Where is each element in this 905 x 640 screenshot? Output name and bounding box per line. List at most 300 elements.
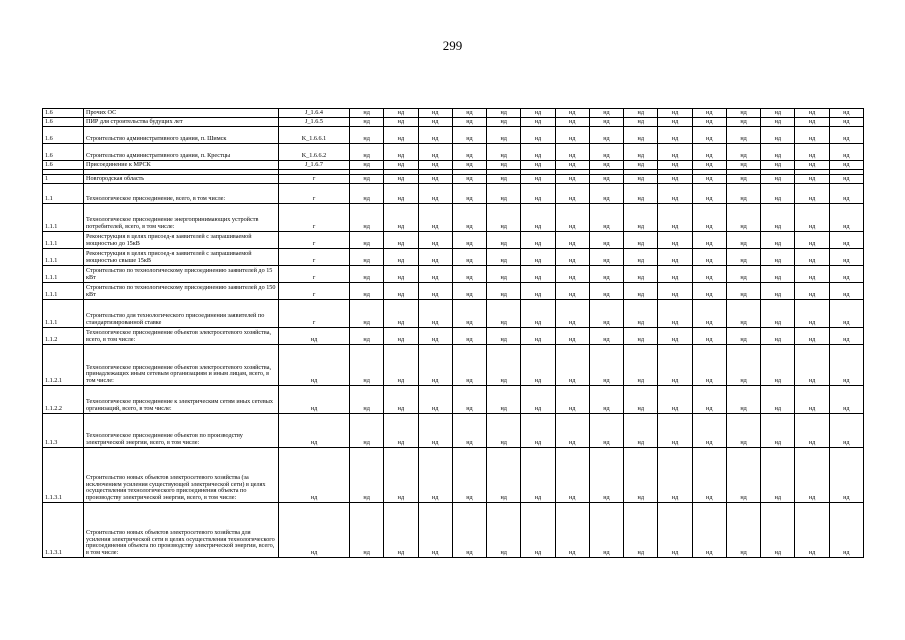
value-cell: нд <box>624 328 658 345</box>
value-cell: нд <box>452 118 486 127</box>
value-cell: нд <box>795 249 829 266</box>
value-cell: нд <box>418 109 452 118</box>
table-row <box>43 283 864 300</box>
table-row <box>43 184 864 204</box>
value-cell: нд <box>521 328 555 345</box>
value-cell: нд <box>795 503 829 558</box>
value-cell: нд <box>726 144 760 161</box>
value-cell: нд <box>624 175 658 184</box>
table-row <box>43 300 864 328</box>
value-cell: нд <box>521 204 555 232</box>
row-number: 1.1.3.1 <box>43 503 84 558</box>
value-cell: нд <box>761 414 795 448</box>
row-name: Строительство для технологического присоединения заявителей по стандартизированной ставке <box>84 300 279 328</box>
value-cell: нд <box>452 161 486 170</box>
value-cell: нд <box>658 386 692 414</box>
value-cell: нд <box>795 175 829 184</box>
value-cell: нд <box>589 127 623 144</box>
row-number: 1.1.1 <box>43 232 84 249</box>
row-code: г <box>279 300 350 328</box>
value-cell: нд <box>624 345 658 386</box>
table-row <box>43 448 864 503</box>
row-name: Строительство новых объектов электросетевого хозяйства (за исключением усиления существующей электрической сети) в целях осуществления технологического присоединения объекта по производству электрической энергии, всего, в том числе: <box>84 448 279 503</box>
table-row <box>43 266 864 283</box>
row-number: 1.6 <box>43 127 84 144</box>
value-cell: нд <box>726 232 760 249</box>
row-code: г <box>279 175 350 184</box>
value-cell: нд <box>658 448 692 503</box>
row-name: Реконструкция в целях присоед-я заявителей с запрашиваемой мощностью до 15кВ <box>84 232 279 249</box>
value-cell: нд <box>350 184 384 204</box>
value-cell: нд <box>658 118 692 127</box>
row-code: K_1.6.6.2 <box>279 144 350 161</box>
value-cell: нд <box>829 283 863 300</box>
value-cell: нд <box>589 144 623 161</box>
value-cell: нд <box>692 249 726 266</box>
row-number: 1.1.1 <box>43 266 84 283</box>
value-cell: нд <box>452 204 486 232</box>
table-row <box>43 414 864 448</box>
value-cell: нд <box>692 266 726 283</box>
value-cell: нд <box>384 448 418 503</box>
value-cell: нд <box>555 232 589 249</box>
row-code: г <box>279 184 350 204</box>
value-cell: нд <box>624 266 658 283</box>
row-number: 1.1.1 <box>43 249 84 266</box>
value-cell: нд <box>829 232 863 249</box>
value-cell: нд <box>624 127 658 144</box>
value-cell: нд <box>555 345 589 386</box>
value-cell: нд <box>829 386 863 414</box>
value-cell: нд <box>726 266 760 283</box>
value-cell: нд <box>350 386 384 414</box>
value-cell: нд <box>350 249 384 266</box>
value-cell: нд <box>829 184 863 204</box>
value-cell: нд <box>761 184 795 204</box>
value-cell: нд <box>521 266 555 283</box>
row-number: 1.1.1 <box>43 300 84 328</box>
value-cell: нд <box>624 448 658 503</box>
value-cell: нд <box>418 232 452 249</box>
value-cell: нд <box>726 386 760 414</box>
row-number: 1.1.1 <box>43 283 84 300</box>
row-name: Новгородская область <box>84 175 279 184</box>
value-cell: нд <box>487 266 521 283</box>
value-cell: нд <box>452 109 486 118</box>
table-row <box>43 175 864 184</box>
row-name: Технологическое присоединение объектов электросетевого хозяйства, всего, в том числе: <box>84 328 279 345</box>
row-name: Технологическое присоединение энергопринимающих устройств потребителей, всего, в том числе: <box>84 204 279 232</box>
value-cell: нд <box>350 232 384 249</box>
table-row <box>43 109 864 118</box>
value-cell: нд <box>761 503 795 558</box>
table-row <box>43 204 864 232</box>
value-cell: нд <box>658 184 692 204</box>
value-cell: нд <box>624 414 658 448</box>
table-row <box>43 503 864 558</box>
value-cell: нд <box>384 109 418 118</box>
value-cell: нд <box>384 266 418 283</box>
value-cell: нд <box>521 184 555 204</box>
value-cell: нд <box>487 503 521 558</box>
value-cell: нд <box>418 127 452 144</box>
value-cell: нд <box>418 328 452 345</box>
value-cell: нд <box>487 414 521 448</box>
value-cell: нд <box>350 127 384 144</box>
value-cell: нд <box>452 249 486 266</box>
value-cell: нд <box>350 109 384 118</box>
value-cell: нд <box>589 266 623 283</box>
row-name: Технологическое присоединение, всего, в том числе: <box>84 184 279 204</box>
value-cell: нд <box>761 144 795 161</box>
value-cell: нд <box>624 232 658 249</box>
value-cell: нд <box>624 161 658 170</box>
value-cell: нд <box>795 118 829 127</box>
value-cell: нд <box>726 161 760 170</box>
value-cell: нд <box>795 386 829 414</box>
row-code: нд <box>279 414 350 448</box>
value-cell: нд <box>658 204 692 232</box>
value-cell: нд <box>658 175 692 184</box>
value-cell: нд <box>384 300 418 328</box>
value-cell: нд <box>692 448 726 503</box>
value-cell: нд <box>350 414 384 448</box>
value-cell: нд <box>521 109 555 118</box>
row-code: г <box>279 249 350 266</box>
value-cell: нд <box>692 161 726 170</box>
value-cell: нд <box>350 266 384 283</box>
table-row <box>43 249 864 266</box>
value-cell: нд <box>555 204 589 232</box>
value-cell: нд <box>521 414 555 448</box>
value-cell: нд <box>350 503 384 558</box>
value-cell: нд <box>555 249 589 266</box>
row-code: г <box>279 266 350 283</box>
value-cell: нд <box>418 144 452 161</box>
value-cell: нд <box>384 144 418 161</box>
row-name: Технологическое присоединение к электрическим сетям иных сетевых организаций, всего, в том числе: <box>84 386 279 414</box>
value-cell: нд <box>795 345 829 386</box>
table-body <box>43 109 864 558</box>
value-cell: нд <box>487 448 521 503</box>
value-cell: нд <box>350 118 384 127</box>
data-table <box>42 108 864 558</box>
table-row <box>43 232 864 249</box>
value-cell: нд <box>452 503 486 558</box>
value-cell: нд <box>658 283 692 300</box>
value-cell: нд <box>555 448 589 503</box>
row-number: 1.1.2.1 <box>43 345 84 386</box>
value-cell: нд <box>829 266 863 283</box>
table-row <box>43 386 864 414</box>
value-cell: нд <box>761 204 795 232</box>
value-cell: нд <box>692 118 726 127</box>
row-code: J_1.6.5 <box>279 118 350 127</box>
value-cell: нд <box>384 249 418 266</box>
value-cell: нд <box>829 249 863 266</box>
value-cell: нд <box>555 414 589 448</box>
value-cell: нд <box>452 184 486 204</box>
row-name: Строительство административного здания, п. Шимск <box>84 127 279 144</box>
value-cell: нд <box>521 503 555 558</box>
value-cell: нд <box>726 249 760 266</box>
value-cell: нд <box>761 127 795 144</box>
row-name: Технологическое присоединение объектов электросетевого хозяйства, принадлежащих иным сетевым организациям и иным лицам, всего, в том числе: <box>84 345 279 386</box>
row-code: нд <box>279 328 350 345</box>
value-cell: нд <box>726 300 760 328</box>
value-cell: нд <box>726 109 760 118</box>
value-cell: нд <box>589 175 623 184</box>
value-cell: нд <box>795 109 829 118</box>
value-cell: нд <box>555 386 589 414</box>
value-cell: нд <box>418 345 452 386</box>
value-cell: нд <box>726 127 760 144</box>
value-cell: нд <box>452 127 486 144</box>
value-cell: нд <box>384 386 418 414</box>
value-cell: нд <box>555 184 589 204</box>
row-name: Прочих ОС <box>84 109 279 118</box>
value-cell: нд <box>829 345 863 386</box>
value-cell: нд <box>692 144 726 161</box>
value-cell: нд <box>795 127 829 144</box>
row-number: 1 <box>43 175 84 184</box>
table-row <box>43 144 864 161</box>
value-cell: нд <box>418 249 452 266</box>
row-number: 1.1.2 <box>43 328 84 345</box>
value-cell: нд <box>452 283 486 300</box>
value-cell: нд <box>829 414 863 448</box>
value-cell: нд <box>418 161 452 170</box>
value-cell: нд <box>692 184 726 204</box>
value-cell: нд <box>487 161 521 170</box>
value-cell: нд <box>589 118 623 127</box>
row-code: нд <box>279 345 350 386</box>
value-cell: нд <box>487 249 521 266</box>
table-row <box>43 161 864 170</box>
value-cell: нд <box>487 283 521 300</box>
value-cell: нд <box>487 328 521 345</box>
value-cell: нд <box>692 283 726 300</box>
value-cell: нд <box>487 345 521 386</box>
value-cell: нд <box>589 232 623 249</box>
value-cell: нд <box>829 127 863 144</box>
row-name: Строительство административного здания, п. Крестцы <box>84 144 279 161</box>
value-cell: нд <box>384 232 418 249</box>
value-cell: нд <box>761 266 795 283</box>
value-cell: нд <box>487 175 521 184</box>
value-cell: нд <box>726 448 760 503</box>
value-cell: нд <box>384 503 418 558</box>
row-code: K_1.6.6.1 <box>279 127 350 144</box>
value-cell: нд <box>521 345 555 386</box>
row-number: 1.1.3.1 <box>43 448 84 503</box>
value-cell: нд <box>418 448 452 503</box>
table-row <box>43 127 864 144</box>
row-code: J_1.6.4 <box>279 109 350 118</box>
value-cell: нд <box>692 127 726 144</box>
value-cell: нд <box>350 448 384 503</box>
table-row <box>43 345 864 386</box>
value-cell: нд <box>521 118 555 127</box>
value-cell: нд <box>589 249 623 266</box>
value-cell: нд <box>795 204 829 232</box>
value-cell: нд <box>624 300 658 328</box>
value-cell: нд <box>521 283 555 300</box>
row-name: Технологическое присоединение объектов по производству электрической энергии, всего, в том числе: <box>84 414 279 448</box>
value-cell: нд <box>555 283 589 300</box>
value-cell: нд <box>589 345 623 386</box>
row-code: нд <box>279 386 350 414</box>
value-cell: нд <box>555 300 589 328</box>
value-cell: нд <box>829 204 863 232</box>
value-cell: нд <box>589 300 623 328</box>
value-cell: нд <box>761 109 795 118</box>
value-cell: нд <box>555 266 589 283</box>
value-cell: нд <box>487 300 521 328</box>
value-cell: нд <box>795 448 829 503</box>
value-cell: нд <box>829 448 863 503</box>
value-cell: нд <box>555 144 589 161</box>
value-cell: нд <box>761 175 795 184</box>
value-cell: нд <box>555 109 589 118</box>
value-cell: нд <box>487 386 521 414</box>
value-cell: нд <box>761 448 795 503</box>
value-cell: нд <box>829 503 863 558</box>
row-number: 1.1.2.2 <box>43 386 84 414</box>
value-cell: нд <box>829 161 863 170</box>
value-cell: нд <box>555 175 589 184</box>
value-cell: нд <box>487 144 521 161</box>
value-cell: нд <box>658 266 692 283</box>
value-cell: нд <box>384 127 418 144</box>
value-cell: нд <box>795 300 829 328</box>
value-cell: нд <box>452 232 486 249</box>
value-cell: нд <box>418 283 452 300</box>
value-cell: нд <box>829 175 863 184</box>
value-cell: нд <box>521 300 555 328</box>
value-cell: нд <box>658 414 692 448</box>
value-cell: нд <box>487 127 521 144</box>
value-cell: нд <box>452 386 486 414</box>
value-cell: нд <box>521 448 555 503</box>
value-cell: нд <box>589 503 623 558</box>
row-number: 1.1 <box>43 184 84 204</box>
value-cell: нд <box>589 448 623 503</box>
value-cell: нд <box>658 249 692 266</box>
value-cell: нд <box>692 345 726 386</box>
value-cell: нд <box>418 414 452 448</box>
value-cell: нд <box>418 503 452 558</box>
row-name: ПИР для строительства будущих лет <box>84 118 279 127</box>
value-cell: нд <box>795 161 829 170</box>
value-cell: нд <box>795 283 829 300</box>
value-cell: нд <box>829 144 863 161</box>
value-cell: нд <box>452 266 486 283</box>
value-cell: нд <box>761 328 795 345</box>
value-cell: нд <box>726 345 760 386</box>
value-cell: нд <box>418 204 452 232</box>
value-cell: нд <box>555 127 589 144</box>
value-cell: нд <box>624 109 658 118</box>
value-cell: нд <box>589 283 623 300</box>
value-cell: нд <box>692 328 726 345</box>
value-cell: нд <box>624 386 658 414</box>
value-cell: нд <box>726 503 760 558</box>
value-cell: нд <box>726 184 760 204</box>
row-code: нд <box>279 503 350 558</box>
value-cell: нд <box>589 386 623 414</box>
value-cell: нд <box>692 232 726 249</box>
value-cell: нд <box>521 127 555 144</box>
row-number: 1.1.3 <box>43 414 84 448</box>
value-cell: нд <box>487 204 521 232</box>
value-cell: нд <box>726 283 760 300</box>
value-cell: нд <box>726 204 760 232</box>
value-cell: нд <box>384 414 418 448</box>
value-cell: нд <box>829 109 863 118</box>
row-name: Строительство по технологическому присоединению заявителей до 150 кВт <box>84 283 279 300</box>
value-cell: нд <box>452 414 486 448</box>
value-cell: нд <box>452 345 486 386</box>
value-cell: нд <box>658 300 692 328</box>
row-name: Присоединение к МРСК <box>84 161 279 170</box>
value-cell: нд <box>692 109 726 118</box>
value-cell: нд <box>658 345 692 386</box>
value-cell: нд <box>795 232 829 249</box>
value-cell: нд <box>658 232 692 249</box>
value-cell: нд <box>658 503 692 558</box>
value-cell: нд <box>418 184 452 204</box>
value-cell: нд <box>452 144 486 161</box>
row-number: 1.6 <box>43 144 84 161</box>
value-cell: нд <box>589 204 623 232</box>
value-cell: нд <box>692 414 726 448</box>
row-number: 1.6 <box>43 109 84 118</box>
value-cell: нд <box>692 204 726 232</box>
value-cell: нд <box>521 175 555 184</box>
value-cell: нд <box>384 283 418 300</box>
value-cell: нд <box>487 232 521 249</box>
value-cell: нд <box>726 175 760 184</box>
value-cell: нд <box>521 161 555 170</box>
value-cell: нд <box>795 184 829 204</box>
row-number: 1.1.1 <box>43 204 84 232</box>
value-cell: нд <box>521 249 555 266</box>
value-cell: нд <box>761 283 795 300</box>
value-cell: нд <box>795 144 829 161</box>
value-cell: нд <box>726 118 760 127</box>
value-cell: нд <box>692 386 726 414</box>
value-cell: нд <box>521 144 555 161</box>
value-cell: нд <box>692 300 726 328</box>
value-cell: нд <box>350 300 384 328</box>
row-code: г <box>279 232 350 249</box>
value-cell: нд <box>726 414 760 448</box>
value-cell: нд <box>555 161 589 170</box>
value-cell: нд <box>624 503 658 558</box>
value-cell: нд <box>761 300 795 328</box>
value-cell: нд <box>350 345 384 386</box>
value-cell: нд <box>521 232 555 249</box>
value-cell: нд <box>487 118 521 127</box>
value-cell: нд <box>829 300 863 328</box>
value-cell: нд <box>692 175 726 184</box>
value-cell: нд <box>452 448 486 503</box>
value-cell: нд <box>384 118 418 127</box>
value-cell: нд <box>795 328 829 345</box>
value-cell: нд <box>624 283 658 300</box>
value-cell: нд <box>452 328 486 345</box>
